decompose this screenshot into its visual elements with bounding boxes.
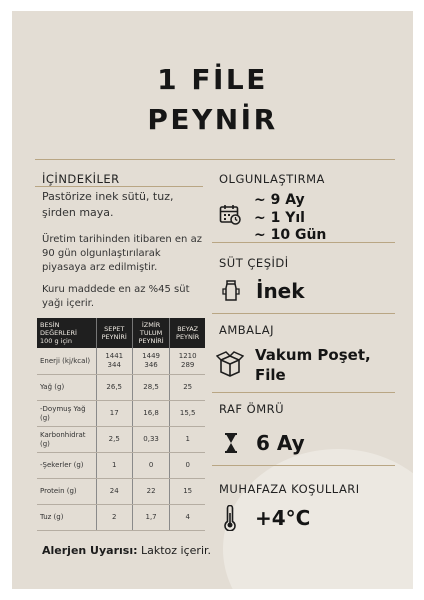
row-label: Protein (g) bbox=[37, 479, 96, 505]
milk-type-value: İnek bbox=[256, 279, 305, 303]
packaging-value-line1: Vakum Poşet, bbox=[255, 346, 371, 364]
cell-beyaz: 25 bbox=[170, 375, 205, 401]
product-info-card bbox=[12, 11, 413, 589]
cell-beyaz: 4 bbox=[170, 505, 205, 531]
hourglass-icon bbox=[224, 432, 238, 454]
row-label: -Doymuş Yağ (g) bbox=[37, 401, 96, 427]
cell-beyaz: 0 bbox=[170, 453, 205, 479]
row-label: -Şekerler (g) bbox=[37, 453, 96, 479]
ripening-note: Üretim tarihinden itibaren en az 90 gün olgunlaştırılarak piyasaya arz edilmiştir. bbox=[42, 234, 202, 273]
nutrition-table bbox=[37, 318, 205, 531]
storage-heading: MUHAFAZA KOŞULLARI bbox=[219, 482, 360, 496]
cell-izmir: 1,7 bbox=[132, 505, 170, 531]
cell-sepet: 1441 344 bbox=[96, 348, 132, 375]
milk-divider bbox=[212, 313, 395, 314]
row-label: Yağ (g) bbox=[37, 375, 96, 401]
packaging-value-line2: File bbox=[255, 366, 286, 384]
cell-izmir: 22 bbox=[132, 479, 170, 505]
cell-izmir: 1449 346 bbox=[132, 348, 170, 375]
ripening-value-1: ~ 9 Ay bbox=[254, 192, 305, 208]
table-row bbox=[37, 479, 205, 505]
ingredients-divider bbox=[35, 186, 203, 187]
nutrition-header-row bbox=[37, 318, 205, 348]
cell-izmir: 16,8 bbox=[132, 401, 170, 427]
thermometer-icon bbox=[223, 505, 237, 531]
cell-sepet: 1 bbox=[96, 453, 132, 479]
ingredients-heading: İÇİNDEKİLER bbox=[42, 172, 120, 186]
shelf-life-divider bbox=[212, 465, 395, 466]
cell-beyaz: 1210 289 bbox=[170, 348, 205, 375]
milk-type-heading: SÜT ÇEŞİDİ bbox=[219, 256, 289, 270]
table-row bbox=[37, 401, 205, 427]
background-shape bbox=[223, 449, 413, 589]
row-label: Tuz (g) bbox=[37, 505, 96, 531]
calendar-icon bbox=[219, 203, 241, 225]
storage-value: +4°C bbox=[255, 506, 311, 530]
box-icon bbox=[216, 351, 244, 377]
cell-izmir: 0 bbox=[132, 453, 170, 479]
cell-beyaz: 15,5 bbox=[170, 401, 205, 427]
cell-sepet: 17 bbox=[96, 401, 132, 427]
table-row bbox=[37, 453, 205, 479]
cell-sepet: 26,5 bbox=[96, 375, 132, 401]
table-row bbox=[37, 348, 205, 375]
cell-sepet: 24 bbox=[96, 479, 132, 505]
ripening-value-2: ~ 1 Yıl bbox=[254, 210, 305, 226]
row-label: Karbonhidrat (g) bbox=[37, 427, 96, 453]
table-row bbox=[37, 505, 205, 531]
allergen-label: Alerjen Uyarısı: bbox=[42, 544, 138, 557]
row-label: Enerji (kj/kcal) bbox=[37, 348, 96, 375]
packaging-heading: AMBALAJ bbox=[219, 323, 274, 337]
cell-izmir: 0,33 bbox=[132, 427, 170, 453]
shelf-life-value: 6 Ay bbox=[256, 431, 305, 455]
shelf-life-heading: RAF ÖMRÜ bbox=[219, 402, 285, 416]
column-sepet: SEPET PEYNİRİ bbox=[96, 318, 132, 348]
allergen-warning bbox=[42, 544, 211, 558]
cell-beyaz: 1 bbox=[170, 427, 205, 453]
cell-sepet: 2,5 bbox=[96, 427, 132, 453]
table-row bbox=[37, 427, 205, 453]
allergen-text: Laktoz içerir. bbox=[137, 544, 212, 557]
nutrition-header-label: BESİN DEĞERLERİ 100 g için bbox=[37, 318, 96, 348]
ripening-heading: OLGUNLAŞTIRMA bbox=[219, 172, 325, 186]
cell-beyaz: 15 bbox=[170, 479, 205, 505]
column-beyaz: BEYAZ PEYNİR bbox=[170, 318, 205, 348]
table-row bbox=[37, 375, 205, 401]
column-izmir-tulum: İZMİR TULUM PEYNİRİ bbox=[132, 318, 170, 348]
title-divider bbox=[35, 159, 395, 160]
product-title-line1: 1 FİLE bbox=[157, 63, 268, 96]
packaging-divider bbox=[212, 392, 395, 393]
cell-sepet: 2 bbox=[96, 505, 132, 531]
cell-izmir: 28,5 bbox=[132, 375, 170, 401]
ingredients-text: Pastörize inek sütü, tuz, şirden maya. bbox=[42, 190, 174, 219]
product-title-line2: PEYNİR bbox=[147, 103, 278, 136]
fat-note: Kuru maddede en az %45 süt yağı içerir. bbox=[42, 284, 190, 309]
ripening-value-3: ~ 10 Gün bbox=[254, 227, 327, 243]
milk-can-icon bbox=[222, 280, 240, 302]
